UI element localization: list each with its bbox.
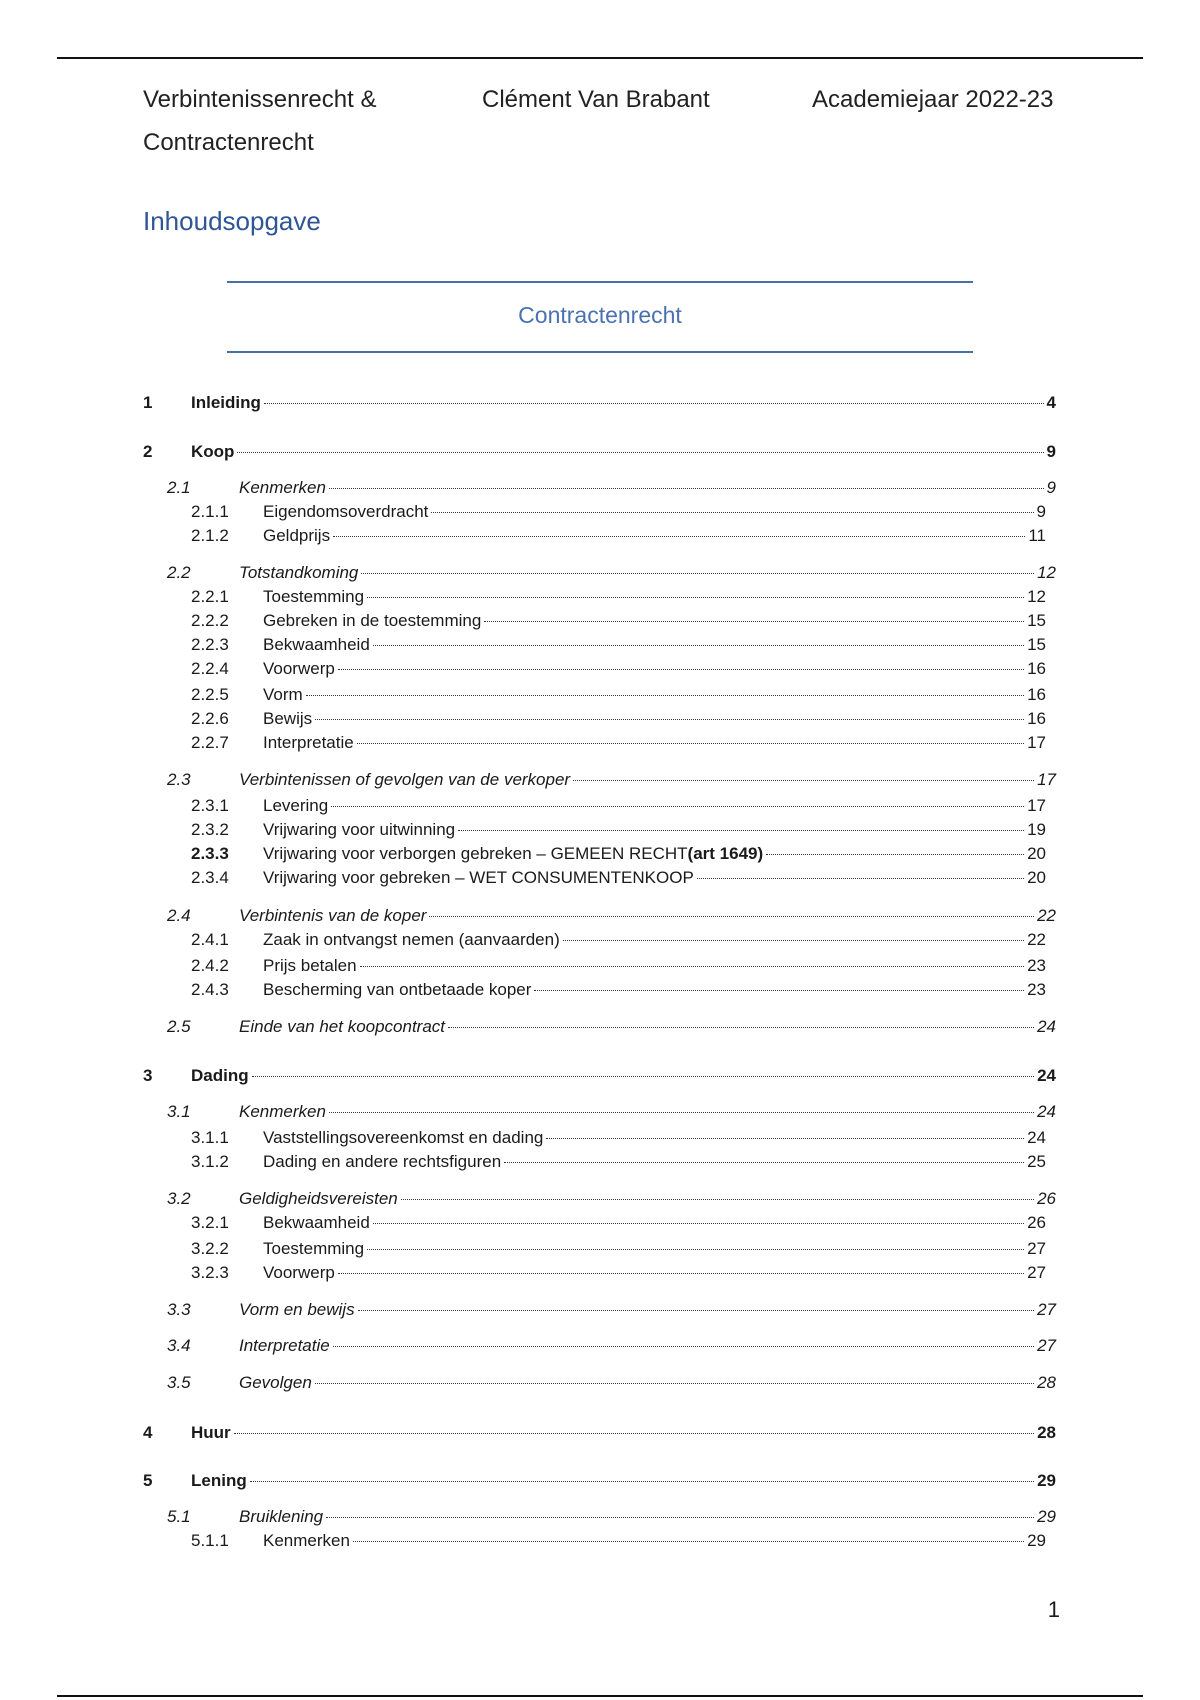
toc-entry-number: 3.2.2 xyxy=(191,1239,229,1258)
toc-entry-page: 22 xyxy=(1037,906,1056,925)
toc-entry-page: 25 xyxy=(1027,1152,1046,1171)
toc-entry-page: 24 xyxy=(1037,1102,1056,1121)
toc-entry[interactable] xyxy=(191,501,1046,523)
toc-entry[interactable] xyxy=(167,905,1056,927)
toc-dot-leader xyxy=(546,1138,1024,1139)
toc-entry-title: Voorwerp xyxy=(263,659,335,678)
header-academic-year: Academiejaar 2022-23 xyxy=(812,86,1054,113)
toc-entry[interactable] xyxy=(191,795,1046,817)
toc-dot-leader xyxy=(306,695,1024,696)
toc-entry-number: 3.1.1 xyxy=(191,1128,229,1147)
toc-entry-number: 2.3 xyxy=(167,770,191,789)
toc-dot-leader xyxy=(329,1112,1034,1113)
toc-entry-number: 2.2.5 xyxy=(191,685,229,704)
toc-entry[interactable] xyxy=(191,929,1046,951)
toc-entry[interactable] xyxy=(191,1530,1046,1552)
toc-entry[interactable] xyxy=(167,1188,1056,1210)
toc-dot-leader xyxy=(353,1541,1024,1542)
toc-entry-title: Vrijwaring voor uitwinning xyxy=(263,820,456,839)
toc-entry-page: 24 xyxy=(1037,1066,1056,1085)
toc-entry-number: 2.5 xyxy=(167,1017,191,1036)
toc-entry[interactable] xyxy=(191,658,1046,680)
toc-dot-leader xyxy=(252,1076,1034,1077)
toc-entry-page: 27 xyxy=(1027,1239,1046,1258)
toc-entry-title: Geldigheidsvereisten xyxy=(239,1189,398,1208)
toc-entry-page: 24 xyxy=(1027,1128,1046,1147)
section-band-title: Contractenrecht xyxy=(518,302,682,328)
toc-entry-page: 29 xyxy=(1037,1507,1056,1526)
toc-dot-leader xyxy=(367,1249,1024,1250)
toc-entry-number: 3.1 xyxy=(167,1102,191,1121)
toc-entry-page: 15 xyxy=(1027,635,1046,654)
toc-entry[interactable] xyxy=(167,562,1056,584)
toc-entry-number: 2.4.1 xyxy=(191,930,229,949)
toc-entry-title: Kenmerken xyxy=(263,1531,350,1550)
toc-entry-page: 15 xyxy=(1027,611,1046,630)
toc-entry-number: 2.3.2 xyxy=(191,820,229,839)
toc-entry-title: Interpretatie xyxy=(263,733,354,752)
toc-entry-title: Prijs betalen xyxy=(263,956,357,975)
toc-entry-title: Bekwaamheid xyxy=(263,1213,370,1232)
toc-entry[interactable] xyxy=(191,1127,1046,1149)
toc-entry-page: 20 xyxy=(1027,868,1046,887)
toc-entry-title: Eigendomsoverdracht xyxy=(263,502,429,521)
toc-dot-leader xyxy=(360,966,1025,967)
toc-entry-number: 2.2.3 xyxy=(191,635,229,654)
toc-entry-page: 23 xyxy=(1027,980,1046,999)
toc-entry-page: 9 xyxy=(1046,442,1056,461)
toc-entry-number: 3.1.2 xyxy=(191,1152,229,1171)
toc-dot-leader xyxy=(458,830,1024,831)
toc-dot-leader xyxy=(697,878,1024,879)
toc-entry-title: Vrijwaring voor verborgen gebreken – GEMEEN RECHT xyxy=(263,844,688,863)
toc-entry[interactable] xyxy=(167,1506,1056,1528)
toc-entry-title: Geldprijs xyxy=(263,526,331,545)
toc-entry-title: Vrijwaring voor gebreken – WET CONSUMENTENKOOP xyxy=(263,868,694,887)
toc-entry-page: 11 xyxy=(1028,526,1046,545)
toc-entry-title: Levering xyxy=(263,796,329,815)
toc-entry-number: 2.3.1 xyxy=(191,796,229,815)
toc-entry[interactable] xyxy=(143,441,1056,463)
toc-dot-leader xyxy=(431,512,1033,513)
toc-entry[interactable] xyxy=(167,477,1056,499)
toc-entry-page: 27 xyxy=(1037,1300,1056,1319)
toc-entry-title: Verbintenis van de koper xyxy=(239,906,427,925)
toc-dot-leader xyxy=(338,669,1024,670)
toc-entry[interactable] xyxy=(167,1299,1056,1321)
toc-entry-number: 3.5 xyxy=(167,1373,191,1392)
toc-dot-leader xyxy=(333,1346,1034,1347)
toc-entry[interactable] xyxy=(191,684,1046,706)
toc-entry[interactable] xyxy=(191,732,1046,754)
toc-entry-number: 2.2.2 xyxy=(191,611,229,630)
toc-dot-leader xyxy=(429,916,1034,917)
toc-entry-page: 29 xyxy=(1027,1531,1046,1550)
toc-entry[interactable] xyxy=(167,1372,1056,1394)
toc-entry[interactable] xyxy=(143,1422,1056,1444)
toc-entry[interactable] xyxy=(191,979,1046,1001)
toc-entry-title: Huur xyxy=(191,1423,231,1442)
toc-entry-page: 9 xyxy=(1036,502,1046,521)
toc-entry-number: 1 xyxy=(143,393,153,412)
toc-entry-title: Vorm en bewijs xyxy=(239,1300,355,1319)
toc-entry-page: 4 xyxy=(1046,393,1056,412)
toc-entry-title: Koop xyxy=(191,442,235,461)
toc-entry-number: 2.4 xyxy=(167,906,191,925)
toc-entry-title: Dading en andere rechtsfiguren xyxy=(263,1152,502,1171)
toc-entry-page: 24 xyxy=(1037,1017,1056,1036)
toc-entry-title-suffix: (art 1649) xyxy=(687,844,764,863)
toc-dot-leader xyxy=(315,719,1024,720)
toc-entry-page: 19 xyxy=(1027,820,1046,839)
toc-entry-number: 4 xyxy=(143,1423,153,1442)
toc-entry-title: Lening xyxy=(191,1471,247,1490)
toc-dot-leader xyxy=(448,1027,1034,1028)
toc-entry-page: 23 xyxy=(1027,956,1046,975)
toc-entry-title: Einde van het koopcontract xyxy=(239,1017,446,1036)
toc-entry-page: 28 xyxy=(1037,1373,1056,1392)
toc-entry-title: Kenmerken xyxy=(239,1102,326,1121)
toc-dot-leader xyxy=(333,536,1025,537)
toc-dot-leader xyxy=(264,403,1044,404)
toc-entry[interactable] xyxy=(191,1151,1046,1173)
toc-entry-title: Kenmerken xyxy=(239,478,326,497)
toc-entry[interactable] xyxy=(191,843,1046,865)
toc-entry-number: 2.2.4 xyxy=(191,659,229,678)
toc-entry-title: Toestemming xyxy=(263,587,365,606)
toc-entry-title: Voorwerp xyxy=(263,1263,335,1282)
toc-entry[interactable] xyxy=(191,525,1046,547)
toc-entry[interactable] xyxy=(191,955,1046,977)
toc-entry-page: 12 xyxy=(1037,563,1056,582)
toc-entry-number: 2.1.1 xyxy=(191,502,229,521)
toc-dot-leader xyxy=(573,780,1034,781)
toc-entry[interactable] xyxy=(191,708,1046,730)
toc-dot-leader xyxy=(484,621,1024,622)
toc-entry-number: 5.1.1 xyxy=(191,1531,229,1550)
toc-entry-number: 5.1 xyxy=(167,1507,191,1526)
toc-entry-number: 3.4 xyxy=(167,1336,191,1355)
toc-entry-title: Vaststellingsovereenkomst en dading xyxy=(263,1128,544,1147)
toc-dot-leader xyxy=(326,1517,1034,1518)
toc-entry[interactable] xyxy=(191,634,1046,656)
toc-entry-title: Totstandkoming xyxy=(239,563,359,582)
toc-entry-title: Dading xyxy=(191,1066,249,1085)
toc-dot-leader xyxy=(331,806,1024,807)
toc-dot-leader xyxy=(358,1310,1034,1311)
header-author: Clément Van Brabant xyxy=(482,86,710,113)
toc-entry-title: Inleiding xyxy=(191,393,261,412)
toc-entry[interactable] xyxy=(191,586,1046,608)
toc-entry-page: 20 xyxy=(1027,844,1046,863)
toc-entry[interactable] xyxy=(191,819,1046,841)
toc-entry-number: 2.1.2 xyxy=(191,526,229,545)
toc-dot-leader xyxy=(250,1481,1034,1482)
toc-entry-page: 22 xyxy=(1027,930,1046,949)
toc-entry[interactable] xyxy=(167,1335,1056,1357)
toc-entry[interactable] xyxy=(191,1238,1046,1260)
toc-entry-page: 28 xyxy=(1037,1423,1056,1442)
toc-entry-page: 17 xyxy=(1037,770,1056,789)
toc-entry-number: 3.2.1 xyxy=(191,1213,229,1232)
toc-dot-leader xyxy=(338,1273,1024,1274)
toc-entry[interactable] xyxy=(191,867,1046,889)
toc-entry[interactable] xyxy=(143,1065,1056,1087)
toc-entry-number: 3 xyxy=(143,1066,153,1085)
toc-entry-page: 16 xyxy=(1027,659,1046,678)
toc-entry-page: 9 xyxy=(1046,478,1056,497)
toc-entry-title: Vorm xyxy=(263,685,303,704)
toc-entry[interactable] xyxy=(191,1262,1046,1284)
toc-entry-page: 27 xyxy=(1027,1263,1046,1282)
toc-entry-title: Toestemming xyxy=(263,1239,365,1258)
toc-entry[interactable] xyxy=(167,769,1056,791)
toc-entry-number: 2.1 xyxy=(167,478,191,497)
toc-entry-number: 2.3.4 xyxy=(191,868,229,887)
toc-entry-title: Verbintenissen of gevolgen van de verkoper xyxy=(239,770,571,789)
toc-entry-number: 2.4.3 xyxy=(191,980,229,999)
toc-entry-number: 2.2.1 xyxy=(191,587,229,606)
toc-entry-title: Gevolgen xyxy=(239,1373,312,1392)
toc-entry-number: 5 xyxy=(143,1471,153,1490)
toc-entry[interactable] xyxy=(191,610,1046,632)
toc-entry-page: 12 xyxy=(1027,587,1046,606)
toc-dot-leader xyxy=(367,597,1024,598)
toc-dot-leader xyxy=(534,990,1024,991)
toc-entry-number: 2.3.3 xyxy=(191,844,229,863)
toc-dot-leader xyxy=(766,854,1024,855)
toc-entry-page: 17 xyxy=(1027,796,1046,815)
header-course-title: Verbintenissenrecht & Contractenrecht xyxy=(143,86,377,156)
toc-entry-page: 26 xyxy=(1037,1189,1056,1208)
toc-entry[interactable] xyxy=(143,392,1056,414)
toc-entry[interactable] xyxy=(167,1101,1056,1123)
toc-entry[interactable] xyxy=(167,1016,1056,1038)
toc-dot-leader xyxy=(504,1162,1024,1163)
toc-entry-title: Zaak in ontvangst nemen (aanvaarden) xyxy=(263,930,560,949)
toc-entry-title: Bruiklening xyxy=(239,1507,324,1526)
toc-entry-title: Gebreken in de toestemming xyxy=(263,611,482,630)
page-number: 1 xyxy=(1047,1597,1060,1622)
toc-entry-number: 2.4.2 xyxy=(191,956,229,975)
toc-entry-number: 3.2 xyxy=(167,1189,191,1208)
toc-entry-title: Bescherming van ontbetaade koper xyxy=(263,980,532,999)
toc-dot-leader xyxy=(315,1383,1034,1384)
toc-entry-title: Interpretatie xyxy=(239,1336,330,1355)
toc-entry[interactable] xyxy=(191,1212,1046,1234)
toc-entry-page: 16 xyxy=(1027,685,1046,704)
toc-dot-leader xyxy=(237,452,1043,453)
toc-title: Inhoudsopgave xyxy=(143,206,321,236)
toc-entry-number: 2 xyxy=(143,442,153,461)
toc-dot-leader xyxy=(357,743,1024,744)
toc-entry-page: 26 xyxy=(1027,1213,1046,1232)
bottom-rule xyxy=(57,1695,1143,1697)
toc-entry-page: 27 xyxy=(1037,1336,1056,1355)
toc-entry-number: 3.3 xyxy=(167,1300,191,1319)
toc-entry-page: 17 xyxy=(1027,733,1046,752)
toc-dot-leader xyxy=(361,573,1034,574)
toc-entry-page: 29 xyxy=(1037,1471,1056,1490)
toc-entry-title: Bekwaamheid xyxy=(263,635,370,654)
toc-dot-leader xyxy=(563,940,1024,941)
toc-dot-leader xyxy=(234,1433,1034,1434)
toc-dot-leader xyxy=(329,488,1044,489)
toc-entry-number: 2.2 xyxy=(167,563,191,582)
toc-entry-number: 2.2.6 xyxy=(191,709,229,728)
toc-dot-leader xyxy=(401,1199,1034,1200)
toc-dot-leader xyxy=(373,1223,1024,1224)
toc-entry-page: 16 xyxy=(1027,709,1046,728)
toc-entry-number: 3.2.3 xyxy=(191,1263,229,1282)
toc-dot-leader xyxy=(373,645,1024,646)
toc-entry-number: 2.2.7 xyxy=(191,733,229,752)
toc-entry-title: Bewijs xyxy=(263,709,313,728)
toc-entry[interactable] xyxy=(143,1470,1056,1492)
